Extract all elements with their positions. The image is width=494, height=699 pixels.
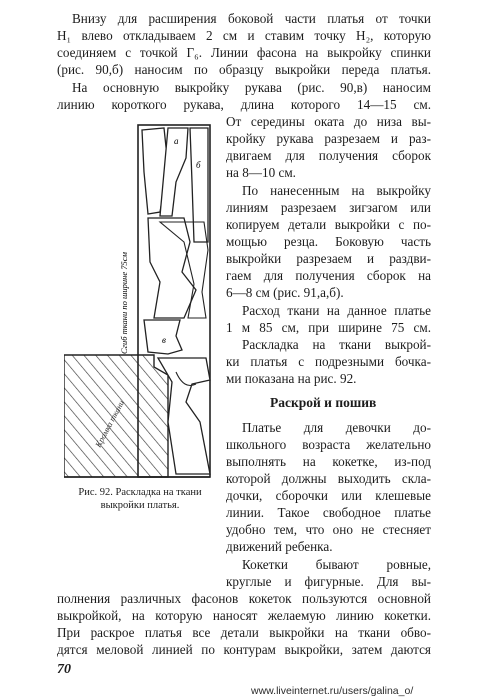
text-line: мощью резца. Боковую часть	[226, 234, 431, 249]
text-line: Раскладка на ткани выкрой-	[242, 337, 431, 352]
page-number: 70	[57, 662, 71, 677]
text-line: двигаем для получения сборок	[226, 148, 431, 163]
figure-caption-line1: Рис. 92. Раскладка на ткани	[78, 487, 202, 498]
pattern-piece-back	[148, 218, 196, 318]
text-line: на 8—10 см.	[226, 165, 296, 180]
text-line: При раскрое платья все детали выкройки на ткани обво-	[57, 625, 431, 640]
text-line: дятся меловой линией по контурам выкройки, затем даются	[57, 642, 431, 657]
footer-url[interactable]: www.liveinternet.ru/users/galina_o/	[251, 685, 414, 697]
pattern-piece-side	[190, 128, 208, 242]
text-line: движений ребенка.	[226, 539, 333, 554]
text-line: гаем для получения сборок на	[226, 268, 431, 283]
text-line: круглые и фигурные. Для вы-	[226, 574, 431, 589]
text-line: По нанесенным на выкройку	[242, 183, 431, 198]
text-line: копируем детали выкройки с по-	[226, 217, 431, 232]
text-line: удобно тем, что оно не стесняет	[226, 522, 431, 537]
text-line: линии. Такое свободное платье	[226, 505, 431, 520]
text-line: Расход ткани на данное платье	[242, 303, 431, 318]
text-line: 1 м 85 см, при ширине 75 см.	[226, 320, 431, 335]
text-line: Кокетки бывают ровные,	[242, 557, 431, 572]
layout-figure	[64, 122, 216, 484]
text-line: 6—8 см (рис. 91,а,б).	[226, 285, 344, 300]
text-line: соединяем с точкой Г₆. Линии фасона на выкройку спинки	[57, 45, 431, 60]
text-line: На основную выкройку рукава (рис. 90,в) наносим	[72, 80, 431, 95]
text-line: От середины оката до низа вы-	[226, 114, 431, 129]
section-heading: Раскрой и пошив	[270, 395, 377, 410]
text-line: ки платья с подрезными бочка-	[226, 354, 431, 369]
text-line: дочки, сборочки или клешевые	[226, 488, 431, 503]
text-line: выкройкой, на которую наносят желаемую линию кокетки.	[57, 608, 431, 623]
text-line: Внизу для расширения боковой части платья от точки	[72, 11, 431, 26]
fold-label: Сгиб ткани по ширине 75см	[119, 252, 129, 354]
text-line: ми показана на рис. 92.	[226, 371, 357, 386]
part-label-b: б	[196, 160, 201, 170]
part-label-a: а	[174, 136, 179, 146]
selvage-label: Кромка ткани	[92, 398, 127, 449]
text-line: которой должны выходить скла-	[226, 471, 431, 486]
text-line: кройку рукава разрезаем и раз-	[226, 131, 431, 146]
text-line: линию короткого рукава, длина которого 14—15 см.	[57, 97, 431, 112]
text-line: выкройки разрезаем и раздви-	[226, 251, 431, 266]
text-line: полнения различных фасонов кокеток пользуются основной	[57, 591, 431, 606]
part-label-v: в	[162, 335, 166, 345]
text-line: выполнять на кокетке, из-под	[226, 454, 431, 469]
figure-caption-line2: выкройки платья.	[100, 500, 180, 511]
text-line: Платье для девочки до-	[242, 420, 431, 435]
text-line: школьного возраста желательно	[226, 437, 431, 452]
text-line: (рис. 90,б) наносим по образцу выкройки переда платья.	[57, 62, 431, 77]
text-line: H₁ влево откладываем 2 см и ставим точку H₂, которую	[57, 28, 431, 43]
text-line: линиям разрезаем зигзагом или	[226, 200, 431, 215]
